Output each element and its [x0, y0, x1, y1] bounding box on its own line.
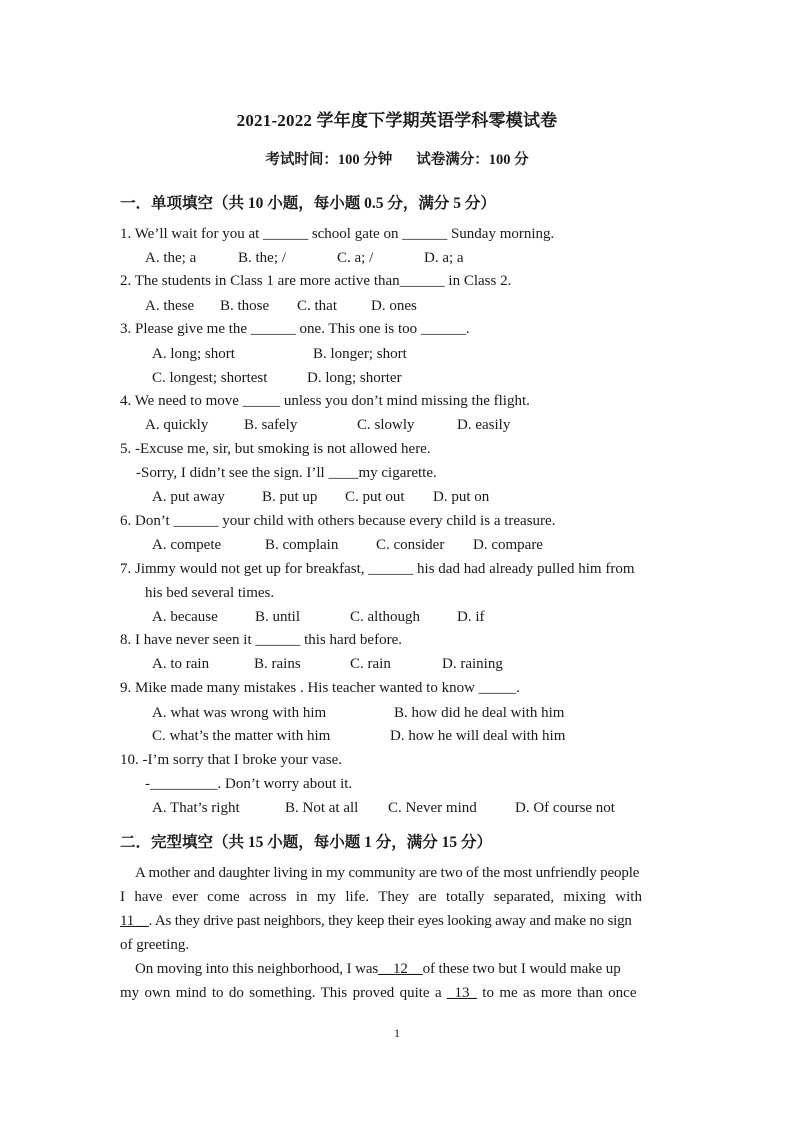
- q3-option-a: A. long; short: [152, 346, 235, 362]
- section-2-heading: 二．完型填空（共 15 小题，每小题 1 分，满分 15 分）: [120, 834, 493, 851]
- question-10-stem: 10. -I’m sorry that I broke your vase.: [120, 752, 343, 768]
- passage-line-6-text-b: to me as more than once: [476, 985, 637, 1001]
- question-8-stem: 8. I have never seen it ______ this hard before.: [120, 632, 402, 648]
- q6-option-a: A. compete: [152, 537, 222, 553]
- q2-option-b: B. those: [220, 298, 270, 314]
- section-1-heading: 一．单项填空（共 10 小题，每小题 0.5 分，满分 5 分）: [120, 195, 496, 212]
- q7-option-d: D. if: [457, 609, 485, 625]
- q7-option-a: A. because: [152, 609, 218, 625]
- q5-option-d: D. put on: [433, 489, 490, 505]
- q3-option-b: B. longer; short: [313, 346, 407, 362]
- q7-option-c: C. although: [350, 609, 420, 625]
- q9-option-c: C. what’s the matter with him: [152, 728, 331, 744]
- q6-option-c: C. consider: [376, 537, 445, 553]
- q2-option-d: D. ones: [371, 298, 417, 314]
- question-6-stem: 6. Don’t ______ your child with others because every child is a treasure.: [120, 513, 556, 529]
- question-4-stem: 4. We need to move _____ unless you don’t mind missing the flight.: [120, 393, 530, 409]
- q8-option-d: D. raining: [442, 656, 503, 672]
- q2-option-c: C. that: [297, 298, 337, 314]
- q9-option-a: A. what was wrong with him: [152, 705, 327, 721]
- passage-line-3-text: . As they drive past neighbors, they keep their eyes looking away and make no sign: [148, 913, 632, 929]
- question-7-stem-line-2: his bed several times.: [145, 585, 275, 601]
- passage-line-2: I have ever come across in my life. They are totally separated, mixing with: [120, 889, 642, 905]
- passage-line-5-text-b: of these two but I would make up: [422, 961, 621, 977]
- passage-line-6-text-a: my own mind to do something. This proved quite a: [120, 985, 447, 1001]
- q5-option-b: B. put up: [262, 489, 318, 505]
- q1-option-a: A. the; a: [145, 250, 197, 266]
- blank-12: __12__: [378, 961, 423, 977]
- q9-option-b: B. how did he deal with him: [394, 705, 565, 721]
- question-2-stem: 2. The students in Class 1 are more active than______ in Class 2.: [120, 273, 512, 289]
- passage-line-6: [120, 984, 637, 1002]
- q9-option-d: D. how he will deal with him: [390, 728, 566, 744]
- passage-line-1: A mother and daughter living in my community are two of the most unfriendly people: [135, 865, 640, 881]
- q10-option-d: D. Of course not: [515, 800, 615, 816]
- q3-option-d: D. long; shorter: [307, 370, 402, 386]
- q1-option-b: B. the; /: [238, 250, 286, 266]
- q1-option-c: C. a; /: [337, 250, 374, 266]
- passage-line-4: of greeting.: [120, 937, 190, 953]
- q5-option-a: A. put away: [152, 489, 225, 505]
- q5-option-c: C. put out: [345, 489, 405, 505]
- passage-line-3: [120, 912, 632, 930]
- q4-option-a: A. quickly: [145, 417, 209, 433]
- passage-line-5: [135, 960, 621, 978]
- q1-option-d: D. a; a: [424, 250, 464, 266]
- q7-option-b: B. until: [255, 609, 301, 625]
- question-3-stem: 3. Please give me the ______ one. This one is too ______.: [120, 321, 470, 337]
- blank-11: 11__: [120, 913, 149, 929]
- exam-time: 考试时间：100 分钟: [265, 152, 393, 168]
- exam-info: [0, 148, 794, 169]
- q8-option-c: C. rain: [350, 656, 391, 672]
- q3-option-c: C. longest; shortest: [152, 370, 268, 386]
- question-9-stem: 9. Mike made many mistakes . His teacher wanted to know _____.: [120, 680, 520, 696]
- q4-option-c: C. slowly: [357, 417, 415, 433]
- q4-option-d: D. easily: [457, 417, 511, 433]
- q8-option-a: A. to rain: [152, 656, 210, 672]
- q4-option-b: B. safely: [244, 417, 298, 433]
- question-5-stem: 5. -Excuse me, sir, but smoking is not allowed here.: [120, 441, 431, 457]
- question-1-stem: 1. We’ll wait for you at ______ school gate on ______ Sunday morning.: [120, 226, 555, 242]
- q10-option-b: B. Not at all: [285, 800, 359, 816]
- question-10-stem-line-2: -_________. Don’t worry about it.: [145, 776, 353, 792]
- q2-option-a: A. these: [145, 298, 195, 314]
- q8-option-b: B. rains: [254, 656, 301, 672]
- q10-option-a: A. That’s right: [152, 800, 240, 816]
- q6-option-b: B. complain: [265, 537, 339, 553]
- blank-13: _13_: [446, 985, 477, 1001]
- exam-full-score: 试卷满分：100 分: [416, 152, 529, 168]
- exam-title: 2021-2022 学年度下学期英语学科零模试卷: [236, 111, 558, 130]
- q10-option-c: C. Never mind: [388, 800, 477, 816]
- question-5-stem-line-2: -Sorry, I didn’t see the sign. I’ll ____my cigarette.: [136, 465, 437, 481]
- q6-option-d: D. compare: [473, 537, 543, 553]
- question-7-stem: 7. Jimmy would not get up for breakfast, ______ his dad had already pulled him from: [120, 561, 635, 577]
- passage-line-5-text-a: On moving into this neighborhood, I was: [135, 961, 379, 977]
- page-number: 1: [394, 1026, 400, 1040]
